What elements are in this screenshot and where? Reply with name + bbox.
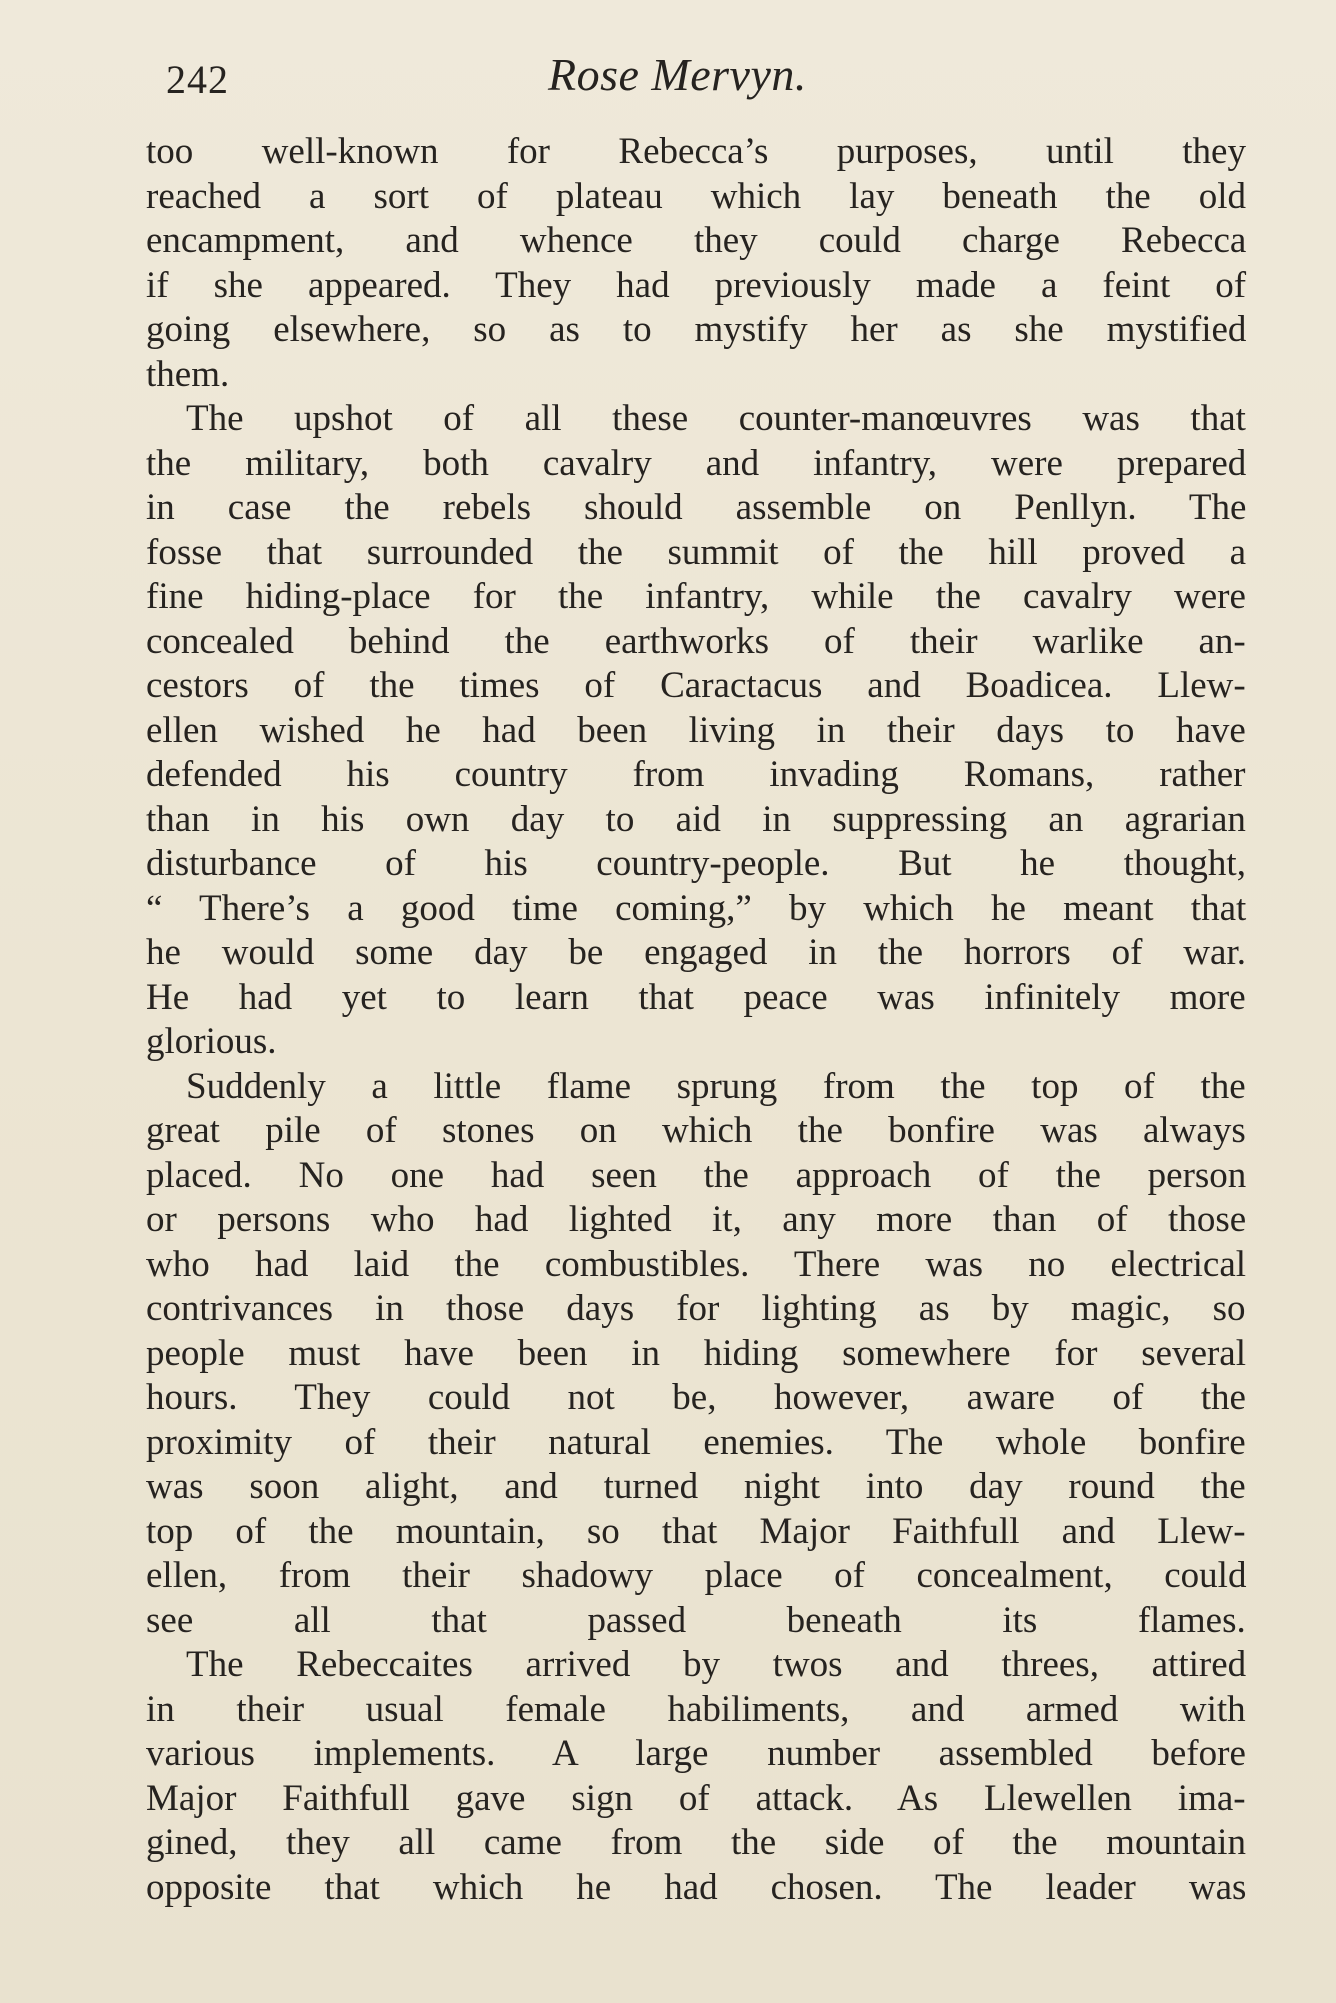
text-line: cestors of the times of Caractacus and Boadicea. Llew- <box>146 665 1246 706</box>
text-line: than in his own day to aid in suppressing an agrarian <box>146 798 1246 840</box>
running-head <box>166 48 1226 108</box>
text-line: the military, both cavalry and infantry, were prepared <box>146 442 1247 484</box>
running-title: Rose Mervyn. <box>548 49 807 100</box>
text-line: contrivances in those days for lighting as by magic, so <box>146 1288 1246 1329</box>
text-line: opposite that which he had chosen. The leader was <box>146 1866 1247 1908</box>
text-line: who had laid the combustibles. There was no electrical <box>146 1243 1247 1285</box>
text-line: various implements. A large number assembled before <box>146 1733 1246 1774</box>
text-line: encampment, and whence they could charge Rebecca <box>146 220 1247 261</box>
text-line: if she appeared. They had previously made a feint of <box>146 264 1247 306</box>
text-line: glorious. <box>146 1021 277 1062</box>
text-line: too well-known for Rebecca’s purposes, until they <box>146 131 1246 172</box>
text-line: top of the mountain, so that Major Faithfull and Llew- <box>146 1510 1246 1552</box>
text-line: going elsewhere, so as to mystify her as she mystified <box>146 309 1247 350</box>
text-line: fosse that surrounded the summit of the hill proved a <box>146 531 1246 573</box>
text-line: great pile of stones on which the bonfire was always <box>146 1110 1246 1151</box>
text-line: reached a sort of plateau which lay beneath the old <box>146 175 1246 217</box>
text-line: ellen wished he had been living in their days to have <box>146 709 1246 751</box>
text-line: people must have been in hiding somewhere for several <box>146 1332 1247 1374</box>
text-line: was soon alight, and turned night into day round the <box>146 1466 1246 1507</box>
text-line: in their usual female habiliments, and armed with <box>146 1688 1246 1730</box>
text-line: placed. No one had seen the approach of the person <box>146 1154 1247 1196</box>
text-line: concealed behind the earthworks of their warlike an- <box>146 620 1246 662</box>
text-line: The upshot of all these counter-manœuvres was that <box>186 398 1246 439</box>
text-line: Suddenly a little flame sprung from the top of the <box>186 1065 1246 1107</box>
text-line: Major Faithfull gave sign of attack. As Llewellen ima- <box>146 1777 1246 1819</box>
text-line: fine hiding-place for the infantry, while the cavalry were <box>146 576 1246 617</box>
text-line: disturbance of his country-people. But he thought, <box>146 843 1246 884</box>
body-text <box>146 130 1246 1940</box>
text-line: or persons who had lighted it, any more than of those <box>146 1199 1247 1240</box>
text-line: them. <box>146 353 230 395</box>
text-line: He had yet to learn that peace was infinitely more <box>146 976 1246 1018</box>
text-line: gined, they all came from the side of the mountain <box>146 1822 1246 1863</box>
text-line: see all that passed beneath its flames. <box>146 1599 1246 1641</box>
text-line: defended his country from invading Romans, rather <box>146 754 1246 795</box>
text-line: The Rebeccaites arrived by twos and threes, attired <box>186 1644 1247 1685</box>
text-line: hours. They could not be, however, aware of the <box>146 1377 1246 1418</box>
text-line: in case the rebels should assemble on Penllyn. The <box>146 487 1247 528</box>
text-line: proximity of their natural enemies. The whole bonfire <box>146 1421 1246 1463</box>
page-number: 242 <box>166 57 229 102</box>
text-line: “ There’s a good time coming,” by which he meant that <box>146 887 1247 929</box>
text-line: he would some day be engaged in the horrors of war. <box>146 932 1246 973</box>
text-line: ellen, from their shadowy place of concealment, could <box>146 1555 1247 1596</box>
